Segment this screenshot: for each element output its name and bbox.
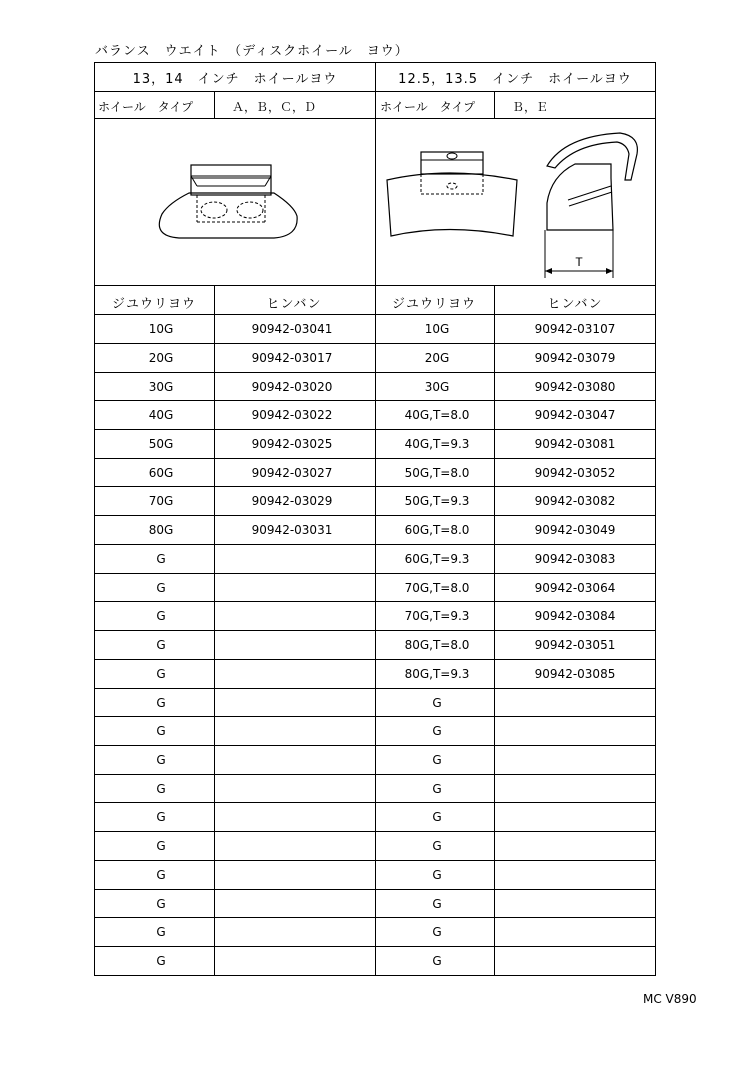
row-divider [94, 946, 656, 947]
right-part-number-cell: 90942-03083 [534, 551, 616, 566]
right-weight-cell: 40G,T=9.3 [404, 436, 470, 451]
right-part-number-cell: 90942-03081 [534, 436, 616, 451]
row-divider [94, 515, 656, 516]
right-weight-cell: 60G,T=9.3 [404, 551, 470, 566]
right-weight-cell: G [432, 695, 442, 710]
left-weight-cell: G [156, 839, 166, 854]
row-divider [94, 774, 656, 775]
row-divider [94, 659, 656, 660]
footer-code: MC V890 [643, 992, 697, 1006]
left-part-number-cell: 90942-03029 [251, 494, 333, 509]
left-weight-cell: G [156, 724, 166, 739]
row-divider [94, 917, 656, 918]
left-part-number-cell: 90942-03025 [251, 436, 333, 451]
left-weight-cell: 10G [148, 322, 174, 336]
left-weight-cell: G [156, 695, 166, 710]
left-wheel-type-value: Ａ，Ｂ，Ｃ，Ｄ [232, 100, 317, 114]
right-weight-cell: 70G,T=9.3 [404, 609, 470, 624]
row-divider [94, 831, 656, 832]
right-weight-cell: 70G,T=8.0 [404, 580, 470, 595]
right-part-column-header: ヒンバン [547, 297, 603, 312]
row-divider [94, 573, 656, 574]
right-wheel-type-value: Ｂ，Ｅ [512, 100, 549, 114]
left-weight-cell: G [156, 580, 166, 595]
right-weight-cell: 80G,T=8.0 [404, 638, 470, 652]
right-weight-cell: G [432, 810, 442, 825]
left-section-header: 13，14 インチ ホイールヨウ [132, 72, 338, 87]
row-divider [94, 544, 656, 545]
right-part-number-cell: 90942-03107 [534, 322, 616, 336]
dimension-t-label: T [575, 255, 583, 269]
left-weight-cell: 20G [148, 350, 174, 365]
row-divider [94, 429, 656, 430]
left-weight-cell: G [156, 954, 166, 969]
row-divider [94, 630, 656, 631]
row-divider [94, 343, 656, 344]
right-weight-cell: 30G [424, 379, 450, 394]
left-weight-cell: G [156, 638, 166, 652]
right-part-number-cell: 90942-03082 [534, 494, 616, 509]
right-weight-column-header: ジユウリヨウ [391, 297, 477, 312]
left-weight-cell: G [156, 609, 166, 624]
row-divider [94, 860, 656, 861]
right-weight-cell: G [432, 896, 442, 911]
right-part-number-cell: 90942-03049 [534, 523, 616, 538]
right-weight-cell: 20G [424, 350, 450, 365]
right-weight-cell: G [432, 753, 442, 767]
right-section-header: 12.5，13.5 インチ ホイールヨウ [398, 72, 632, 87]
right-part-number-cell: 90942-03085 [534, 666, 616, 681]
row-divider [94, 458, 656, 459]
left-part-number-cell: 90942-03041 [251, 322, 333, 336]
right-part-number-cell: 90942-03064 [534, 580, 616, 595]
left-part-number-cell: 90942-03027 [251, 465, 333, 480]
left-part-number-cell: 90942-03017 [251, 350, 333, 365]
right-weight-cell: G [432, 839, 442, 854]
left-weight-cell: G [156, 896, 166, 911]
right-part-number-cell: 90942-03051 [534, 638, 616, 652]
right-weight-cell: 50G,T=9.3 [404, 494, 470, 509]
left-part-number-cell: 90942-03020 [251, 379, 333, 394]
row-divider [94, 372, 656, 373]
left-weight-cell: 70G [148, 494, 174, 509]
left-weight-cell: 50G [148, 436, 174, 451]
left-weight-illustration [94, 118, 375, 285]
right-weight-cell: G [432, 925, 442, 940]
left-weight-cell: G [156, 753, 166, 767]
right-weight-cell: G [432, 724, 442, 739]
row-divider [94, 802, 656, 803]
row-divider [94, 601, 656, 602]
left-weight-cell: G [156, 781, 166, 796]
left-weight-cell: G [156, 810, 166, 825]
right-weight-cell: 50G,T=8.0 [404, 465, 470, 480]
right-weight-cell: G [432, 954, 442, 969]
row-divider [94, 400, 656, 401]
left-part-number-cell: 90942-03031 [251, 523, 333, 538]
left-weight-cell: 40G [148, 408, 174, 423]
row-divider [94, 716, 656, 717]
row-divider [94, 745, 656, 746]
left-weight-cell: 80G [148, 523, 174, 538]
left-weight-cell: G [156, 867, 166, 882]
row-divider [94, 486, 656, 487]
right-weight-cell: 80G,T=9.3 [404, 666, 470, 681]
right-part-number-cell: 90942-03084 [534, 609, 616, 624]
right-weight-cell: G [432, 781, 442, 796]
left-weight-cell: 30G [148, 379, 174, 394]
page-title: バランス ウエイト （ディスクホイール ヨウ） [95, 44, 409, 59]
right-type-divider [494, 91, 495, 118]
right-part-number-cell: 90942-03080 [534, 379, 616, 394]
left-weight-column-header: ジユウリヨウ [111, 297, 197, 312]
left-part-number-cell: 90942-03022 [251, 408, 333, 423]
right-part-number-cell: 90942-03052 [534, 465, 616, 480]
row-divider [94, 688, 656, 689]
row-divider [94, 889, 656, 890]
left-weight-cell: 60G [148, 465, 174, 480]
right-wheel-type-label: ホイール タイプ [380, 100, 476, 114]
left-wheel-type-label: ホイール タイプ [98, 100, 194, 114]
right-weight-cell: 40G,T=8.0 [404, 408, 470, 423]
left-type-divider [214, 91, 215, 118]
right-part-number-cell: 90942-03079 [534, 350, 616, 365]
right-weight-cell: G [432, 867, 442, 882]
left-part-column-header: ヒンバン [266, 297, 322, 312]
right-weight-cell: 10G [424, 322, 450, 336]
left-weight-cell: G [156, 666, 166, 681]
right-weight-illustration [375, 118, 656, 285]
right-weight-cell: 60G,T=8.0 [404, 523, 470, 538]
left-weight-cell: G [156, 925, 166, 940]
right-part-number-cell: 90942-03047 [534, 408, 616, 423]
left-weight-cell: G [156, 551, 166, 566]
